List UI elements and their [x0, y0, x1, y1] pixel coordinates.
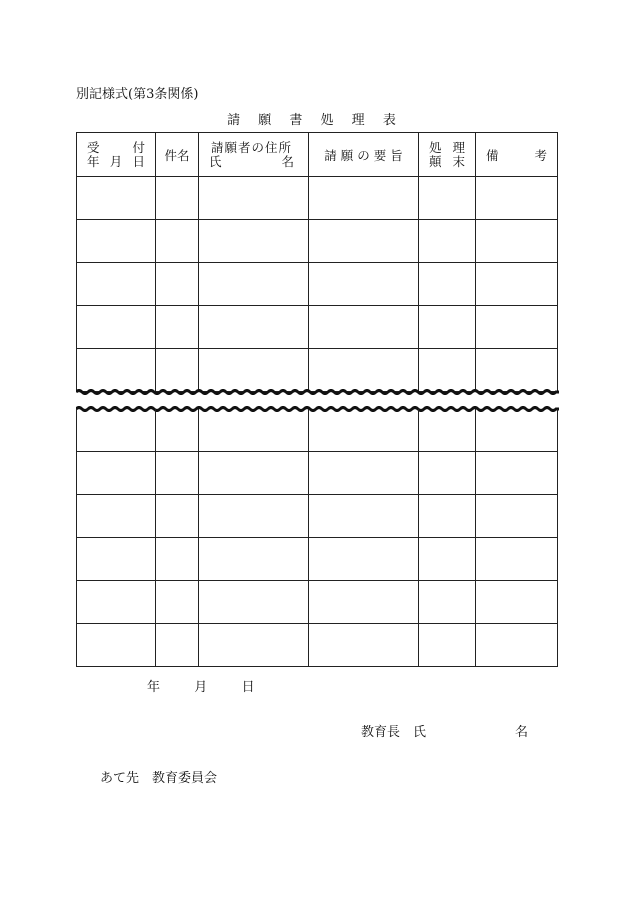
date-day: 日	[241, 680, 255, 695]
cell-remarks[interactable]	[476, 177, 558, 220]
header-processing	[419, 133, 476, 177]
header-date-year: 年	[87, 153, 100, 169]
cell-summary[interactable]	[309, 624, 419, 667]
processing-table-top	[76, 132, 558, 392]
cell-remarks[interactable]	[476, 581, 558, 624]
cell-summary[interactable]	[309, 581, 419, 624]
cell-reception-date[interactable]	[77, 306, 156, 349]
cell-subject[interactable]	[156, 306, 199, 349]
date-line	[147, 676, 255, 695]
date-month: 月	[194, 680, 208, 695]
cell-remarks[interactable]	[476, 263, 558, 306]
header-reception-date	[77, 133, 156, 177]
cell-petitioner[interactable]	[199, 409, 309, 452]
header-subject-label: 件名	[164, 147, 190, 163]
cell-remarks[interactable]	[476, 409, 558, 452]
cell-processing[interactable]	[419, 409, 476, 452]
table-row	[77, 306, 558, 349]
signature-line	[361, 721, 531, 740]
header-processing-left-top: 処	[429, 139, 442, 155]
cell-subject[interactable]	[156, 409, 199, 452]
cell-subject[interactable]	[156, 624, 199, 667]
cell-processing[interactable]	[419, 306, 476, 349]
table-row	[77, 177, 558, 220]
cell-processing[interactable]	[419, 452, 476, 495]
cell-petitioner[interactable]	[199, 452, 309, 495]
cell-subject[interactable]	[156, 349, 199, 392]
cell-subject[interactable]	[156, 452, 199, 495]
cell-summary[interactable]	[309, 538, 419, 581]
cell-reception-date[interactable]	[77, 495, 156, 538]
cell-remarks[interactable]	[476, 495, 558, 538]
cell-reception-date[interactable]	[77, 624, 156, 667]
header-petitioner-name-left: 氏	[209, 153, 222, 169]
form-reference: 別記様式(第3条関係)	[76, 87, 199, 102]
date-year: 年	[147, 680, 161, 695]
cell-remarks[interactable]	[476, 538, 558, 581]
cell-processing[interactable]	[419, 263, 476, 306]
signature-title: 教育長 氏	[361, 725, 427, 740]
cell-petitioner[interactable]	[199, 306, 309, 349]
table-row	[77, 538, 558, 581]
cell-summary[interactable]	[309, 452, 419, 495]
header-date-month: 月	[109, 153, 123, 169]
cell-remarks[interactable]	[476, 624, 558, 667]
form-title: 請 願 書 処 理 表	[227, 113, 403, 128]
table-row	[77, 263, 558, 306]
cell-processing[interactable]	[419, 581, 476, 624]
processing-table-bottom	[76, 409, 558, 667]
cell-reception-date[interactable]	[77, 263, 156, 306]
cell-subject[interactable]	[156, 263, 199, 306]
cell-subject[interactable]	[156, 177, 199, 220]
cell-petitioner[interactable]	[199, 220, 309, 263]
cell-processing[interactable]	[419, 538, 476, 581]
table-row	[77, 349, 558, 392]
cell-summary[interactable]	[309, 409, 419, 452]
header-summary-label: 請 願 の 要 旨	[324, 147, 403, 163]
signature-name-suffix: 名	[515, 725, 529, 740]
header-reception-top: 受	[87, 139, 100, 155]
table-row	[77, 495, 558, 538]
cell-summary[interactable]	[309, 263, 419, 306]
header-petitioner	[199, 133, 309, 177]
header-reception-top-right: 付	[132, 139, 145, 155]
cell-subject[interactable]	[156, 220, 199, 263]
cell-reception-date[interactable]	[77, 581, 156, 624]
cell-processing[interactable]	[419, 349, 476, 392]
cell-remarks[interactable]	[476, 220, 558, 263]
cell-processing[interactable]	[419, 177, 476, 220]
header-remarks-left: 備	[486, 147, 499, 163]
cell-petitioner[interactable]	[199, 624, 309, 667]
cell-summary[interactable]	[309, 495, 419, 538]
addressee: あて先 教育委員会	[100, 771, 218, 786]
cell-petitioner[interactable]	[199, 177, 309, 220]
cell-reception-date[interactable]	[77, 177, 156, 220]
table-row	[77, 581, 558, 624]
header-processing-right-top: 理	[452, 139, 465, 155]
header-subject	[156, 133, 199, 177]
header-processing-right-bottom: 末	[452, 153, 465, 169]
header-remarks	[476, 133, 558, 177]
cell-petitioner[interactable]	[199, 263, 309, 306]
cell-remarks[interactable]	[476, 306, 558, 349]
cell-petitioner[interactable]	[199, 495, 309, 538]
header-processing-left-bottom: 顛	[429, 153, 442, 169]
cell-subject[interactable]	[156, 581, 199, 624]
header-date-day: 日	[132, 153, 145, 169]
cell-reception-date[interactable]	[77, 220, 156, 263]
header-summary	[309, 133, 419, 177]
cell-summary[interactable]	[309, 220, 419, 263]
cell-processing[interactable]	[419, 495, 476, 538]
cell-subject[interactable]	[156, 495, 199, 538]
cell-petitioner[interactable]	[199, 581, 309, 624]
cell-processing[interactable]	[419, 624, 476, 667]
table-row	[77, 409, 558, 452]
cell-reception-date[interactable]	[77, 452, 156, 495]
table-row	[77, 220, 558, 263]
cell-summary[interactable]	[309, 349, 419, 392]
header-petitioner-address: 請願者の住所	[211, 139, 293, 155]
cell-processing[interactable]	[419, 220, 476, 263]
table-header-row	[77, 133, 558, 177]
table-row	[77, 624, 558, 667]
break-line-top	[76, 389, 559, 395]
cell-reception-date[interactable]	[77, 349, 156, 392]
cell-reception-date[interactable]	[77, 538, 156, 581]
header-remarks-right: 考	[534, 147, 547, 163]
cell-subject[interactable]	[156, 538, 199, 581]
header-petitioner-name-right: 名	[281, 153, 294, 169]
cell-petitioner[interactable]	[199, 538, 309, 581]
cell-summary[interactable]	[309, 306, 419, 349]
table-row	[77, 452, 558, 495]
cell-reception-date[interactable]	[77, 409, 156, 452]
cell-remarks[interactable]	[476, 349, 558, 392]
cell-petitioner[interactable]	[199, 349, 309, 392]
cell-summary[interactable]	[309, 177, 419, 220]
cell-remarks[interactable]	[476, 452, 558, 495]
